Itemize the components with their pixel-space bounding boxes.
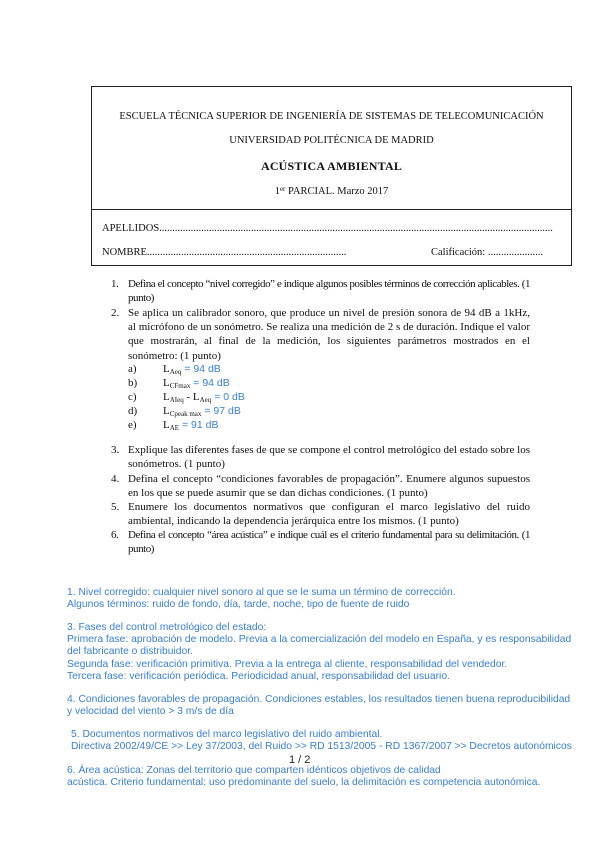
question-2: 2. Se aplica un calibrador sonoro, que produce un nivel de presión sonora de 94 dB a 1kHz, al micrófono de un sonómetro. Se realiza una medición de 2 s de duración. Indique el valor que mostrarán, al final de la medición, los siguientes parámetros mostrados en el sonómetro: (1 punto) — [111, 307, 530, 362]
question-1: 1. Defina el concepto “nivel corregido” e indique algunos posibles términos de corrección aplicables. (1 punto) — [111, 278, 530, 305]
page-number: 1 / 2 — [289, 754, 311, 766]
university-name: UNIVERSIDAD POLITÉCNICA DE MADRID — [229, 135, 434, 146]
answer-6-line-2: acústica. Criterio fundamental: uso predominante del suelo, la delimitación es competencia autonómica. — [67, 777, 541, 788]
exam-date: 1er PARCIAL. Marzo 2017 — [274, 185, 389, 197]
answer-3-line-3: Segunda fase: verificación primitiva. Previa a la entrega al cliente, responsabilidad del vendedor. — [67, 659, 508, 670]
question-5: 5. Enumere los documentos normativos que configuran el marco legislativo del ruido ambiental, indicando la dependencia jerárquica entre los mismos. (1 punto) — [111, 501, 530, 528]
nombre-field[interactable]: NOMBRE............................................................................ — [102, 247, 347, 258]
sub-item-d: d) $L_{Cpeak max} = 97$ dB — [128, 405, 241, 418]
answer-3-line-4: Tercera fase: verificación periódica. Periodicidad anual, responsabilidad del usuario. — [67, 671, 450, 682]
answer-4-line-2: y velocidad del viento > 3 m/s de día — [67, 706, 234, 717]
answer-3-line-1: Primera fase: aprobación de modelo. Previa a la comercialización del modelo en España, y es responsabilidad — [67, 634, 572, 645]
calificacion-field[interactable]: Calificación: ..................... — [431, 247, 543, 258]
answer-1-line-2: Algunos términos: ruido de fondo, día, tarde, noche, tipo de fuente de ruido — [67, 599, 410, 610]
sub-item-e: e) $L_{AE} = 91$ dB — [128, 419, 219, 432]
question-4: 4. Defina el concepto “condiciones favorables de propagación”. Enumere algunos supuestos en los que se puede asumir que se dan dichas condiciones. (1 punto) — [111, 473, 530, 500]
answer-5-line-1: 5. Documentos normativos del marco legislativo del ruido ambiental. — [71, 729, 383, 740]
answer-6-line-1: 6. Área acústica: Zonas del territorio que comparten idénticos objetivos de calidad — [67, 765, 441, 776]
sub-item-a: a) $L_{Aeq} = 94$ dB — [128, 363, 221, 376]
school-name: ESCUELA TÉCNICA SUPERIOR DE INGENIERÍA DE SISTEMAS DE TELECOMUNICACIÓN — [119, 111, 544, 122]
exam-header-box — [91, 86, 572, 266]
course-title: ACÚSTICA AMBIENTAL — [260, 159, 403, 173]
answer-4-line-1: 4. Condiciones favorables de propagación. Condiciones estables, los resultados tienen buena reproducibilidad — [67, 694, 571, 705]
sub-item-c: c) $L_{AIeq} - L_{Aeq} = 0$ dB — [128, 391, 245, 404]
exam-header-titles — [92, 87, 571, 210]
question-3: 3. Explique las diferentes fases de que se compone el control metrológico del estado sobre los sonómetros. (1 punto) — [111, 444, 530, 471]
sub-item-b: b) $L_{CFmax} = 94$ dB — [128, 377, 230, 390]
answer-5-line-2: Directiva 2002/49/CE >> Ley 37/2003, del Ruido >> RD 1513/2005 - RD 1367/2007 >> Decretos autonómicos — [71, 741, 572, 752]
answer-3-title: 3. Fases del control metrológico del estado: — [67, 622, 267, 633]
question-6: 6. Defina el concepto “área acústica” e indique cuál es el criterio fundamental para su delimitación. (1 punto) — [111, 529, 530, 556]
answer-3-line-2: del fabricante o distribuidor. — [67, 646, 193, 657]
answer-1-line-1: 1. Nivel corregido: cualquier nivel sonoro al que se le suma un término de corrección. — [67, 587, 456, 598]
apellidos-field[interactable]: APELLIDOS...................................................................................................................................................... — [102, 223, 553, 234]
